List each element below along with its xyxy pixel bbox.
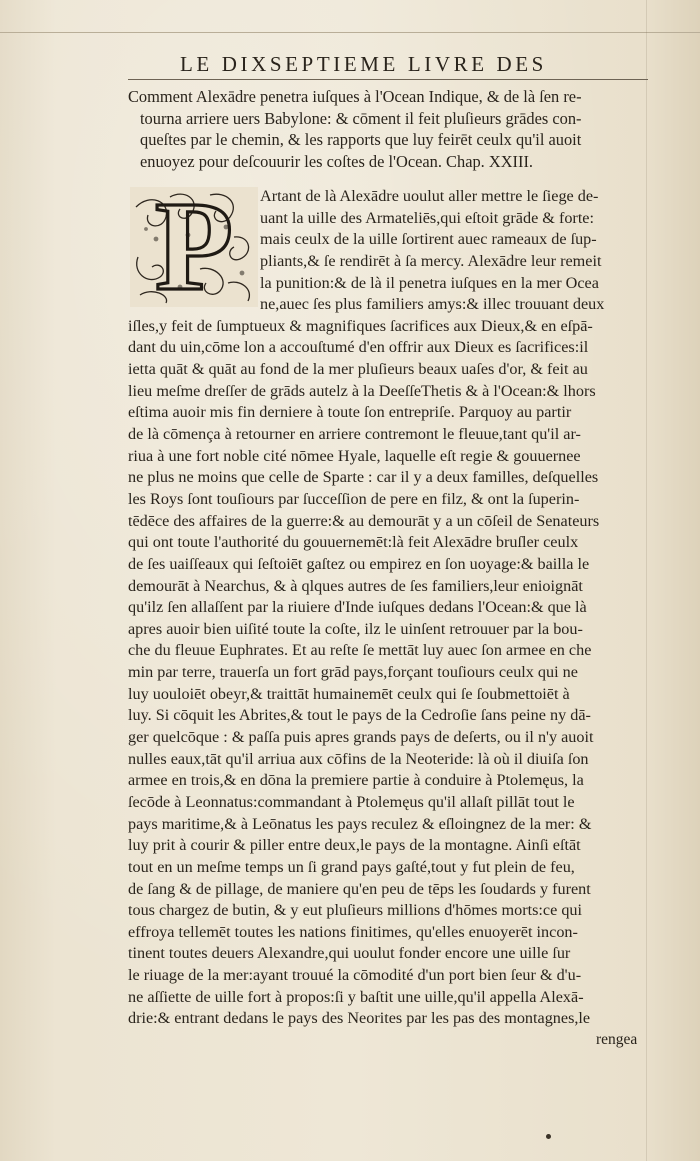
text-line: pliants,& ſe rendirēt à ſa mercy. Alexādre leur remeit — [260, 251, 602, 270]
text-line: luy uouloiēt obeyr,& traittāt humainemēt ceulx qui ſe ſoubmettoiēt à — [128, 684, 570, 703]
text-line: nulles eaux,tāt qu'il arriua aux cōfins de la Neoteride: là où il diuiſa ſon — [128, 749, 589, 768]
page-edge-line — [0, 32, 700, 33]
caption-line: Comment Alexādre penetra iuſques à l'Ocean Indique, & de là ſen re- — [128, 87, 582, 106]
ink-spot — [546, 1134, 551, 1139]
text-line: iſles,y feit de ſumptueux & magnifiques ſacrifices aux Dieux,& en eſpā- — [128, 316, 593, 335]
header-rule — [128, 79, 648, 80]
text-line: luy. Si cōquit les Abrites,& tout le pays de la Cedroſie ſans peine ny dā- — [128, 706, 591, 725]
text-line: le riuage de la mer:ayant trouué la cōmodité d'un port bien ſeur & d'u- — [128, 966, 582, 985]
text-line: Artant de là Alexādre uoulut aller mettre le ſiege de- — [260, 187, 599, 205]
text-line: ne aſſiette de uille fort à propos:ſi y baſtit une uille,qu'il appella Alexā- — [128, 987, 584, 1006]
text-line: pays maritime,& à Leōnatus les pays reculez & eſloingnez de la mer: & — [128, 814, 592, 833]
text-line: demourāt à Nearchus, & à qlques autres de ſes familiers,leur enioignāt — [128, 576, 583, 595]
text-line: de ſang & de pillage, de maniere qu'en peu de tēps les ſoudards y furent — [128, 879, 591, 898]
text-line: luy prit à courir & piller entre deux,le pays de la montagne. Ainſi eſtāt — [128, 836, 581, 855]
initial-letter-glyph: P — [154, 187, 234, 307]
chapter-caption — [128, 86, 641, 172]
text-line: min par terre, trauerſa un fort grād pays,forçant touſiours ceulx qui ne — [128, 663, 578, 682]
text-line: mais ceulx de la uille ſortirent auec rameaux de ſup- — [260, 230, 597, 249]
text-line: riua à une fort noble cité nōmee Hyale, laquelle eſt regie & gouuernee — [128, 446, 581, 465]
text-line: che du fleuue Euphrates. Et au reſte ſe mettāt luy auec ſon armee en che — [128, 641, 592, 660]
text-line: eſtima auoir mis fin derniere à toute ſon entrepriſe. Parquoy au partir — [128, 403, 572, 422]
text-line: drie:& entrant dedans le pays des Neorites par les pas des montagnes,le — [128, 1009, 591, 1028]
text-line: ietta quāt & quāt au fond de la mer pluſieurs beaux uaſes d'or, & feit au — [128, 360, 588, 379]
text-line: uant la uille des Armateliēs,qui eſtoit grāde & forte: — [260, 208, 594, 227]
text-line: de là cōmença à retourner en arriere contremont le fleuue,tant qu'il ar- — [128, 425, 581, 444]
text-line: lieu meſme dreſſer de grāds autelz à la DeeſſeThetis & à l'Ocean:& lhors — [128, 381, 596, 400]
text-line: tout en un meſme temps un ſi grand pays gaſté,tout y fut plein de feu, — [128, 857, 575, 876]
text-line: qu'ilz ſen allaſſent par la riuiere d'Inde iuſques dedans l'Ocean:& que là — [128, 598, 587, 617]
text-line: tous chargez de butin, & y eut pluſieurs millions d'hōmes morts:ce qui — [128, 901, 583, 920]
text-line: tinent toutes deuers Alexandre,qui uoulut fonder encore une uille ſur — [128, 944, 571, 963]
catchword: rengea — [596, 1031, 638, 1048]
text-line: ſecōde à Leonnatus:commandant à Ptolemęus qu'il allaſt pillāt tout le — [128, 792, 575, 811]
text-line: armee en trois,& en dōna la premiere partie à conduire à Ptolemęus, la — [128, 771, 584, 790]
caption-line: queſtes par le chemin, & les rapports que luy feirēt ceulx qu'il auoit — [140, 130, 582, 150]
caption-line: tourna arriere uers Babylone: & cōment il feit pluſieurs grādes con- — [140, 108, 582, 128]
running-header: LE DIXSEPTIEME LIVRE DES — [180, 52, 547, 76]
text-line: de ſes uaiſſeaux qui ſeſtoiēt gaſtez ou empirez en ſon uoyage:& bailla le — [128, 554, 590, 573]
text-line: les Roys ſont touſiours par ſucceſſion de pere en filz, & ont la ſuperin- — [128, 489, 580, 508]
text-line: dant du uin,cōme lon a accouſtumé d'en offrir aux Dieux es ſacrifices:il — [128, 338, 589, 357]
text-line: ne,auec ſes plus familiers amys:& illec trouuant deux — [260, 295, 605, 314]
body-text — [128, 186, 648, 1030]
text-line: tēdēce des affaires de la guerre:& au demourāt y a un cōſeil de Senateurs — [128, 511, 600, 530]
caption-line: enuoyez pour deſcouurir les coſtes de l'Ocean. Chap. XXIII. — [140, 151, 533, 171]
text-line: apres auoir bien uiſité toute la coſte, ilz le uinſent retrouuer par la bou- — [128, 619, 583, 638]
text-line: la punition:& de là il penetra iuſques en la mer Ocea — [260, 273, 599, 292]
text-line: ger quelcōque : & paſſa puis apres grands pays de deſerts, ou il n'y auoit — [128, 728, 594, 747]
text-line: qui ont toute l'authorité du gouuernemēt:là feit Alexādre bruſler ceulx — [128, 533, 579, 552]
text-line: effroya tellemēt toutes les nations finitimes, qu'elles enuoyerēt incon- — [128, 922, 578, 941]
text-line: ne plus ne moins que celle de Sparte : car il y a deux familles, deſquelles — [128, 468, 599, 487]
